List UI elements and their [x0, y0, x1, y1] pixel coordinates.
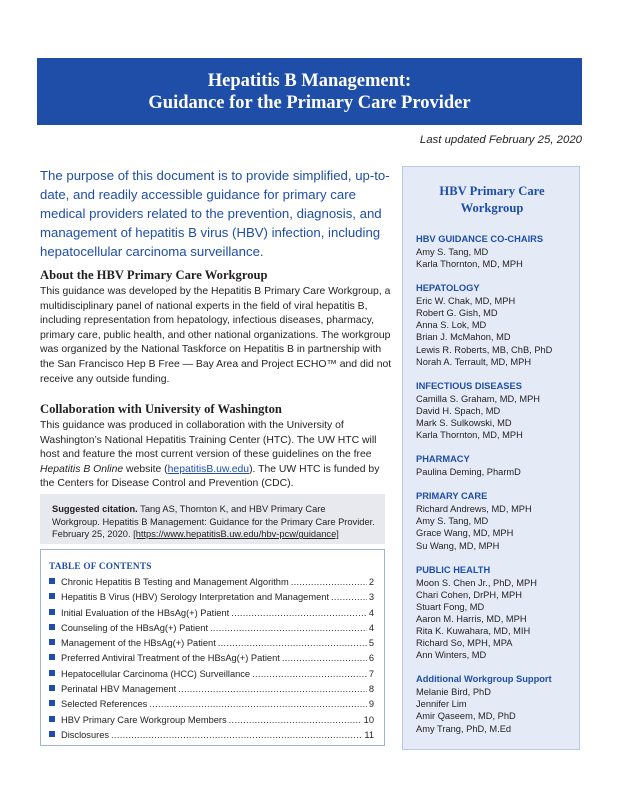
square-bullet-icon [49, 700, 55, 706]
workgroup-section [416, 453, 579, 478]
toc-leader-dots [252, 669, 367, 679]
workgroup-member: Eric W. Chak, MD, MPH [416, 296, 516, 307]
workgroup-member: Grace Wang, MD, MPH [416, 528, 514, 539]
toc-leader-dots [111, 730, 362, 740]
workgroup-member: Rita K. Kuwahara, MD, MIH [416, 625, 531, 636]
collaboration-heading: Collaboration with University of Washington [40, 402, 282, 416]
citation-label: Suggested citation. [52, 504, 138, 514]
workgroup-member: Richard So, MPH, MPA [416, 638, 513, 649]
workgroup-member: Karla Thornton, MD, MPH [416, 259, 523, 270]
workgroup-member: Norah A. Terrault, MD, MPH [416, 356, 532, 367]
workgroup-member: Moon S. Chen Jr., PhD, MPH [416, 577, 537, 588]
square-bullet-icon [49, 639, 55, 645]
workgroup-member: Chari Cohen, DrPH, MPH [416, 589, 522, 600]
toc-leader-dots [282, 653, 367, 663]
title-banner [37, 58, 582, 125]
toc-leader-dots [210, 623, 367, 633]
sidebar-title [416, 183, 568, 217]
workgroup-member: Stuart Fong, MD [416, 601, 485, 612]
hepatitis-b-online-link[interactable]: hepatitisB.uw.edu [167, 463, 250, 475]
collaboration-paragraph [40, 419, 392, 492]
sidebar-title-line1: HBV Primary Care [439, 184, 545, 198]
square-bullet-icon [49, 593, 55, 599]
toc-leader-dots [149, 699, 367, 709]
toc-leader-dots [218, 638, 367, 648]
toc-item[interactable] [49, 638, 374, 653]
purpose-statement: The purpose of this document is to provide simplified, up-to-date, and readily accessible guidance for primary care medical providers related to the prevention, diagnosis, and management of hepatitis B virus (HBV) infection, including hepatocellular carcinoma surveillance. [40, 168, 390, 259]
square-bullet-icon [49, 731, 55, 737]
workgroup-section [416, 673, 579, 734]
square-bullet-icon [49, 716, 55, 722]
toc-item[interactable] [49, 730, 374, 745]
toc-item-page: 4 [368, 622, 374, 633]
workgroup-section-heading: PHARMACY [416, 454, 470, 465]
toc-leader-dots [178, 684, 367, 694]
toc-leader-dots [331, 592, 367, 602]
suggested-citation-box [40, 494, 385, 544]
toc-item-page: 2 [368, 577, 374, 587]
workgroup-member: Richard Andrews, MD, MPH [416, 504, 532, 515]
workgroup-section-heading: HEPATOLOGY [416, 283, 480, 294]
workgroup-member: Amir Qaseem, MD, PhD [416, 711, 516, 722]
document-title-line1: Hepatitis B Management: [207, 71, 412, 91]
square-bullet-icon [49, 654, 55, 660]
workgroup-member: Su Wang, MD, MPH [416, 540, 500, 551]
toc-item-label[interactable]: HBV Primary Care Workgroup Members [61, 714, 227, 725]
toc-list [49, 577, 374, 745]
toc-leader-dots [291, 577, 367, 587]
workgroup-section-heading: HBV GUIDANCE CO-CHAIRS [416, 234, 544, 244]
workgroup-section-heading: PUBLIC HEALTH [416, 564, 491, 575]
toc-item-page: 4 [368, 607, 374, 618]
toc-item-label[interactable]: Management of the HBsAg(+) Patient [61, 638, 216, 649]
toc-item-page: 9 [368, 699, 374, 710]
toc-item-label[interactable]: Counseling of the HBsAg(+) Patient [61, 622, 209, 633]
collab-text-2: website ( [123, 463, 168, 475]
toc-leader-dots [229, 715, 362, 725]
workgroup-member: Amy S. Tang, MD [416, 247, 489, 257]
collab-text-3: ). The UW HTC is funded by the Centers for Disease Control and Prevention (CDC). [40, 463, 380, 490]
workgroup-section-heading: PRIMARY CARE [416, 491, 488, 502]
workgroup-member: Aaron M. Harris, MD, MPH [416, 613, 527, 624]
toc-item-label[interactable]: Chronic Hepatitis B Testing and Management Algorithm [61, 577, 289, 587]
toc-item-page: 7 [368, 668, 374, 679]
workgroup-section-heading: Additional Workgroup Support [416, 674, 552, 685]
toc-item-label[interactable]: Disclosures [61, 729, 110, 740]
about-heading: About the HBV Primary Care Workgroup [40, 268, 268, 282]
about-paragraph: This guidance was developed by the Hepatitis B Primary Care Workgroup, a multidisciplinary panel of national experts in the field of viral hepatitis B, including representation from hepatology, infectious diseases, pharmacy, primary care, public health, and other national organizations. The workgroup was organized by the National Taskforce on Hepatitis B in partnership with the San Francisco Hep B Free — Bay Area and Project ECHO™ and did not receive any outside funding. [40, 286, 392, 385]
workgroup-section [416, 380, 579, 441]
workgroup-section-heading: INFECTIOUS DISEASES [416, 380, 522, 391]
toc-item-label[interactable]: Hepatitis B Virus (HBV) Serology Interpretation and Management [61, 592, 330, 603]
workgroup-section [416, 282, 579, 368]
toc-item-label[interactable]: Hepatocellular Carcinoma (HCC) Surveillance [61, 668, 251, 679]
square-bullet-icon [49, 685, 55, 691]
square-bullet-icon [49, 624, 55, 630]
toc-item-page: 3 [368, 592, 374, 603]
document-title-line2: Guidance for the Primary Care Provider [148, 93, 471, 113]
workgroup-section [416, 233, 579, 270]
workgroup-member: David H. Spach, MD [416, 405, 501, 416]
toc-item-label[interactable]: Selected References [61, 699, 148, 710]
table-of-contents [40, 549, 385, 746]
toc-item[interactable] [49, 715, 374, 730]
toc-item[interactable] [49, 623, 374, 638]
toc-item[interactable] [49, 592, 374, 607]
toc-item[interactable] [49, 669, 374, 684]
workgroup-sidebar [402, 166, 580, 750]
citation-url-link[interactable]: [https://www.hepatitisB.uw.edu/hbv-pcw/guidance] [133, 529, 339, 540]
toc-item-page: 10 [363, 714, 374, 725]
toc-item-label[interactable]: Perinatal HBV Management [61, 684, 177, 695]
toc-item-page: 6 [368, 653, 374, 664]
toc-item[interactable] [49, 653, 374, 668]
toc-item-page: 11 [364, 729, 374, 740]
square-bullet-icon [49, 609, 55, 615]
workgroup-member: Paulina Deming, PharmD [416, 467, 521, 478]
workgroup-section [416, 490, 579, 551]
toc-item-label[interactable]: Preferred Antiviral Treatment of the HBsAg(+) Patient [61, 653, 280, 664]
toc-item-page: 8 [368, 684, 374, 695]
toc-item-page: 5 [368, 638, 374, 649]
collab-italic-title: Hepatitis B Online [40, 463, 124, 475]
citation-text: Tang AS, Thornton K, and HBV Primary Care Workgroup. Hepatitis B Management: Guidance for the Primary Care Provider. February 25, 2020. [52, 504, 375, 540]
workgroup-member: Anna S. Lok, MD [416, 320, 487, 331]
workgroup-member: Brian J. McMahon, MD [416, 332, 511, 343]
workgroup-member: Ann Winters, MD [416, 650, 487, 661]
workgroup-member: Camilla S. Graham, MD, MPH [416, 393, 540, 404]
toc-leader-dots [231, 608, 367, 618]
workgroup-member: Karla Thornton, MD, MPH [416, 430, 523, 441]
toc-item-label[interactable]: Initial Evaluation of the HBsAg(+) Patient [61, 607, 230, 618]
workgroup-section [416, 564, 579, 662]
toc-item[interactable] [49, 684, 374, 699]
workgroup-member: Amy Trang, PhD, M.Ed [416, 723, 512, 734]
toc-title: TABLE OF CONTENTS [49, 562, 152, 572]
workgroup-member: Robert G. Gish, MD [416, 308, 498, 319]
square-bullet-icon [49, 578, 55, 584]
sidebar-title-line2: Workgroup [460, 201, 524, 215]
collab-text-1: This guidance was produced in collaboration with the University of Washington’s National Hepatitis Training Center (HTC). The UW HTC will host and feature the most current version of these guidelines on the free [40, 420, 377, 461]
workgroup-member: Jennifer Lim [416, 699, 467, 710]
square-bullet-icon [49, 670, 55, 676]
workgroup-member: Amy S. Tang, MD [416, 516, 489, 527]
workgroup-member: Melanie Bird, PhD [416, 687, 491, 698]
toc-item[interactable] [49, 608, 374, 623]
toc-item[interactable] [49, 699, 374, 714]
workgroup-member: Mark S. Sulkowski, MD [416, 417, 512, 428]
workgroup-groups [416, 233, 579, 735]
last-updated-date: Last updated February 25, 2020 [419, 134, 582, 146]
toc-item[interactable] [49, 577, 374, 592]
workgroup-member: Lewis R. Roberts, MB, ChB, PhD [416, 344, 553, 355]
